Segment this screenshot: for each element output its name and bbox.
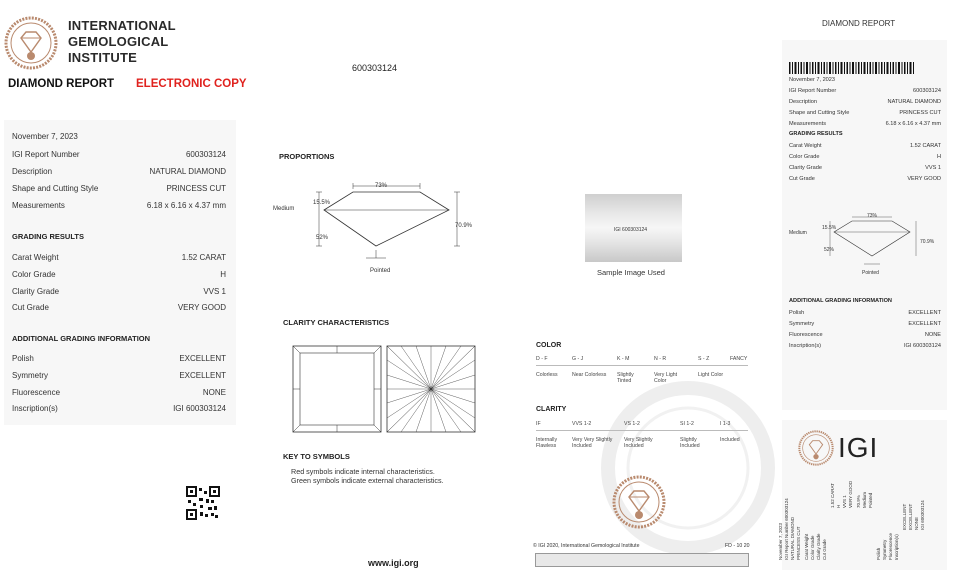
mini-summary-label: Carat Weight [804, 533, 809, 560]
girdle-label: Medium [273, 206, 295, 212]
mini-summary-value: NONE [914, 516, 919, 530]
mini-summary-value: EXCELLENT [902, 503, 907, 530]
mini-summary-label: Color Grade [810, 535, 815, 560]
security-strip [535, 553, 749, 567]
grading-results-title: GRADING RESULTS [12, 232, 84, 241]
report-number: 600303124 [352, 63, 398, 73]
mini-summary-label: Fluorescence [888, 532, 893, 560]
right-girdle-label: Medium [789, 230, 807, 236]
additional-row: Inscription(s) IGI 600303124 [12, 404, 226, 413]
detail-row: IGI Report Number 600303124 [12, 150, 226, 159]
igi-brand-text: IGI [838, 432, 879, 463]
clarity-description: Included [720, 437, 740, 443]
additional-row: Polish EXCELLENT [12, 354, 226, 363]
mini-summary-value: IGI 600303124 [920, 500, 925, 530]
report-title: DIAMOND REPORT [8, 78, 115, 90]
clarity-characteristics-title: CLARITY CHARACTERISTICS [283, 318, 390, 327]
color-description: Light Color [698, 372, 724, 378]
mini-summary-label: Inscription(s) [894, 534, 899, 560]
mini-summary-value: VVS 1 [842, 495, 847, 508]
mini-summary-label: PRINCESS CUT [796, 526, 801, 560]
org-name: INTERNATIONAL GEMOLOGICAL INSTITUTE [68, 18, 176, 65]
color-grade: N - R [654, 356, 667, 362]
clarity-description: Internally Flawless [536, 437, 558, 449]
sample-inscription: IGI 600303124 [614, 227, 648, 233]
right-detail-row: Shape and Cutting Style PRINCESS CUT [789, 110, 941, 116]
clarity-grade: VS 1-2 [624, 421, 640, 427]
grading-row: Cut Grade VERY GOOD [12, 303, 226, 312]
right-additional-row: Inscription(s) IGI 600303124 [789, 343, 941, 349]
color-grade: FANCY [730, 356, 748, 362]
clarity-grade: SI 1-2 [680, 421, 694, 427]
table-percentage: 73% [375, 183, 388, 189]
electronic-copy-label: ELECTRONIC COPY [136, 78, 247, 90]
igi-brand-seal [798, 430, 834, 466]
mini-summary-value: Pointed [868, 492, 873, 508]
key-to-symbols-text: Red symbols indicate internal characteristics. Green symbols indicate external characteristics. [291, 467, 444, 485]
right-detail-row: Measurements 6.18 x 6.16 x 4.37 mm [789, 121, 941, 127]
mini-summary-label: IGI Report Number 600303124 [784, 498, 789, 560]
proportions-diagram [270, 178, 480, 278]
barcode [789, 62, 915, 74]
color-grade: S - Z [698, 356, 710, 362]
additional-info-title: ADDITIONAL GRADING INFORMATION [12, 334, 151, 343]
copyright-text: © IGI 2020, International Gemological Institute [533, 543, 640, 549]
right-grading-row: Clarity Grade VVS 1 [789, 165, 941, 171]
color-description: Near Colorless [572, 372, 607, 378]
color-description: Colorless [536, 372, 558, 378]
grading-row: Color Grade H [12, 270, 226, 279]
color-grade: K - M [617, 356, 630, 362]
form-code: FD - 10 20 [725, 543, 750, 549]
color-description: Very Light Color [654, 372, 678, 384]
right-proportions-diagram [812, 212, 935, 272]
right-additional-row: Fluorescence NONE [789, 332, 941, 338]
clarity-description: Very Very Slightly Included [572, 437, 613, 449]
right-grading-row: Carat Weight 1.52 CARAT [789, 143, 941, 149]
color-scale-divider [536, 365, 748, 366]
clarity-plot-crown [292, 345, 382, 433]
right-additional-row: Polish EXCELLENT [789, 310, 941, 316]
mini-summary-label: Cut Grade [822, 539, 827, 560]
additional-row: Fluorescence NONE [12, 388, 226, 397]
right-additional-row: Symmetry EXCELLENT [789, 321, 941, 327]
mini-summary-label: Symmetry [882, 539, 887, 560]
mini-summary-label: Clarity Grade [816, 533, 821, 560]
clarity-scale-divider [536, 430, 748, 431]
right-grading-row: Color Grade H [789, 154, 941, 160]
clarity-grade: VVS 1-2 [572, 421, 592, 427]
mini-summary-label: November 7, 2023 [778, 522, 783, 560]
additional-row: Symmetry EXCELLENT [12, 371, 226, 380]
detail-row: Shape and Cutting Style PRINCESS CUT [12, 184, 226, 193]
detail-row: Measurements 6.18 x 6.16 x 4.37 mm [12, 201, 226, 210]
report-date: November 7, 2023 [12, 132, 78, 141]
detail-row: Description NATURAL DIAMOND [12, 167, 226, 176]
grading-row: Clarity Grade VVS 1 [12, 287, 226, 296]
website-link[interactable]: www.igi.org [368, 558, 419, 568]
right-date: November 7, 2023 [789, 77, 836, 83]
right-detail-row: IGI Report Number 600303124 [789, 88, 941, 94]
mini-summary-value: H [836, 504, 841, 508]
right-report-title: DIAMOND REPORT [822, 19, 896, 28]
color-scale-title: COLOR [536, 342, 562, 349]
clarity-description: Very Slightly Included [624, 437, 653, 449]
color-grade: D - F [536, 356, 548, 362]
clarity-grade: I 1-3 [720, 421, 731, 427]
clarity-plot-pavilion [386, 345, 476, 433]
pavilion-percentage: 52% [316, 235, 329, 241]
clarity-grade: IF [536, 421, 541, 427]
right-grading-row: Cut Grade VERY GOOD [789, 176, 941, 182]
right-table-percentage: 73% [867, 213, 878, 219]
mini-summary-value: Medium [862, 491, 867, 508]
grading-row: Carat Weight 1.52 CARAT [12, 253, 226, 262]
mini-summary-value: 1.52 CARAT [830, 483, 835, 508]
right-grading-title: GRADING RESULTS [789, 131, 843, 137]
clarity-description: Slightly Included [680, 437, 700, 449]
mini-summary-value: EXCELLENT [908, 503, 913, 530]
right-additional-title: ADDITIONAL GRADING INFORMATION [789, 298, 892, 304]
right-depth-percentage: 70.9% [920, 239, 935, 245]
right-culet-label: Pointed [862, 270, 879, 276]
mini-summary-value: VERY GOOD [848, 480, 853, 508]
right-crown-percentage: 15.5% [822, 225, 837, 231]
key-to-symbols-title: KEY TO SYMBOLS [283, 452, 350, 461]
crown-percentage: 15.5% [313, 200, 331, 206]
mini-summary-value: 70.9% [856, 495, 861, 508]
proportions-title: PROPORTIONS [279, 152, 335, 161]
igi-seal-logo [4, 16, 58, 70]
color-grade: G - J [572, 356, 584, 362]
right-pavilion-percentage: 52% [824, 247, 835, 253]
qr-code[interactable] [186, 486, 220, 520]
culet-label: Pointed [370, 268, 391, 274]
right-detail-row: Description NATURAL DIAMOND [789, 99, 941, 105]
depth-percentage: 70.9% [455, 223, 473, 229]
color-description: Slightly Tinted [617, 372, 634, 384]
igi-center-seal [612, 475, 666, 529]
sample-caption: Sample Image Used [597, 268, 665, 277]
mini-summary-label: NATURAL DIAMOND [790, 516, 795, 560]
mini-summary-label: Polish [876, 547, 881, 560]
clarity-scale-title: CLARITY [536, 406, 567, 413]
